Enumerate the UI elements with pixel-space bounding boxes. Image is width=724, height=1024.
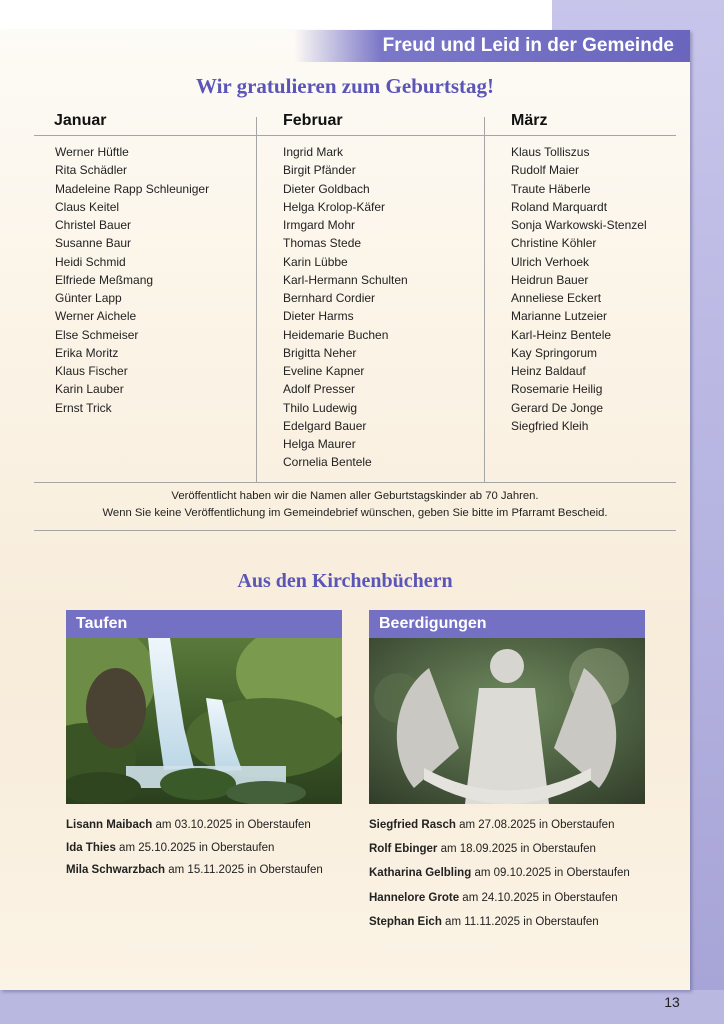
person-name: Siegfried Rasch <box>369 819 456 831</box>
publication-note <box>34 488 676 522</box>
list-item: Rita Schädler <box>55 163 128 178</box>
list-item: Eveline Kapner <box>283 364 365 378</box>
note-divider <box>34 530 676 531</box>
publication-note-line: Veröffentlicht haben wir die Namen aller Geburtstagskinder ab 70 Jahren. <box>171 490 539 502</box>
birthday-title: Wir gratulieren zum Geburtstag! <box>195 74 495 98</box>
event-detail: am 24.10.2025 in Oberstaufen <box>459 891 618 904</box>
list-item: Heidi Schmid <box>55 254 126 269</box>
list-item: Traute Häberle <box>511 181 591 196</box>
column-divider <box>484 117 485 482</box>
list-item: Ingrid Mark <box>283 145 344 159</box>
angel-statue-photo <box>369 638 645 804</box>
list-item: Gerard De Jonge <box>511 400 604 415</box>
list-item: Ernst Trick <box>55 400 112 415</box>
month-heading-january: Januar <box>54 112 107 129</box>
list-divider <box>34 482 676 483</box>
list-item <box>66 842 323 865</box>
funeral-list <box>369 819 630 940</box>
birthday-list-february <box>283 143 408 472</box>
person-name: Rolf Ebinger <box>369 843 438 856</box>
list-item <box>369 819 630 843</box>
list-item: Siegfried Kleih <box>511 418 589 433</box>
list-item: Kay Springorum <box>511 345 598 360</box>
list-item: Karl-Heinz Bentele <box>511 327 612 342</box>
person-name: Katharina Gelbling <box>369 867 472 880</box>
event-detail: am 11.11.2025 in Oberstaufen <box>441 915 599 928</box>
person-name: Stephan Eich <box>369 915 442 928</box>
event-detail: am 27.08.2025 in Oberstaufen <box>455 819 615 831</box>
list-item <box>66 864 323 887</box>
column-divider <box>256 117 257 482</box>
list-item: Madeleine Rapp Schleuniger <box>55 181 210 196</box>
list-item: Karl-Hermann Schulten <box>283 272 408 287</box>
birthday-list-march <box>511 143 647 435</box>
list-item: Edelgard Bauer <box>283 418 367 433</box>
person-name: Hannelore Grote <box>369 891 460 904</box>
person-name: Ida Thies <box>66 841 116 854</box>
list-item: Ulrich Verhoek <box>511 254 590 269</box>
list-item: Irmgard Mohr <box>283 218 356 232</box>
list-item: Susanne Baur <box>55 236 132 251</box>
event-detail: am 09.10.2025 in Oberstaufen <box>471 867 630 880</box>
list-item: Elfriede Meßmang <box>55 272 154 287</box>
list-item: Heidemarie Buchen <box>283 327 389 342</box>
month-heading-march: März <box>511 112 548 129</box>
publication-note-line: Wenn Sie keine Veröffentlichung im Gemeindebrief wünschen, geben Sie bitte im Pfarramt Bescheid. <box>102 507 608 519</box>
list-item: Helga Krolop-Käfer <box>283 199 386 214</box>
event-detail: am 03.10.2025 in Oberstaufen <box>152 819 311 831</box>
event-detail: am 18.09.2025 in Oberstaufen <box>437 843 596 856</box>
waterfall-photo <box>66 638 342 804</box>
list-item: Christel Bauer <box>55 218 132 232</box>
list-item: Claus Keitel <box>55 199 120 214</box>
person-name: Mila Schwarzbach <box>66 864 166 876</box>
event-detail: am 15.11.2025 in Oberstaufen <box>165 864 323 876</box>
list-item <box>369 843 630 867</box>
list-item: Thomas Stede <box>283 236 362 251</box>
birthday-list-january <box>55 143 209 417</box>
month-heading-february: Februar <box>283 112 343 129</box>
list-item: Christine Köhler <box>511 236 597 251</box>
list-item: Adolf Presser <box>283 382 356 397</box>
person-name: Lisann Maibach <box>66 819 153 831</box>
list-item <box>369 867 630 891</box>
footer-band <box>0 990 724 1024</box>
church-books-title: Aus den Kirchenbüchern <box>237 570 453 592</box>
list-item: Werner Hüftle <box>55 145 129 159</box>
list-item: Heinz Baldauf <box>511 364 586 378</box>
list-item: Klaus Tolliszus <box>511 145 590 159</box>
list-item: Karin Lauber <box>55 382 124 397</box>
list-item <box>369 916 630 940</box>
baptism-list <box>66 819 323 887</box>
list-item: Dieter Harms <box>283 309 354 324</box>
list-item: Erika Moritz <box>55 345 119 360</box>
list-item: Karin Lübbe <box>283 254 348 269</box>
list-item: Anneliese Eckert <box>511 291 602 305</box>
list-item: Günter Lapp <box>55 291 122 305</box>
list-item: Klaus Fischer <box>55 364 128 378</box>
funerals-heading: Beerdigungen <box>369 610 645 638</box>
list-item: Brigitta Neher <box>283 345 357 360</box>
baptisms-heading: Taufen <box>66 610 342 638</box>
list-item: Bernhard Cordier <box>283 291 376 305</box>
list-item: Sonja Warkowski-Stenzel <box>511 218 647 232</box>
list-item: Cornelia Bentele <box>283 455 372 470</box>
list-item <box>369 892 630 916</box>
list-item: Birgit Pfänder <box>283 163 356 178</box>
list-item: Heidrun Bauer <box>511 272 589 287</box>
list-item: Dieter Goldbach <box>283 181 370 196</box>
list-item: Thilo Ludewig <box>283 400 358 415</box>
list-item: Rosemarie Heilig <box>511 382 603 397</box>
section-title: Freud und Leid in der Gemeinde <box>382 35 674 56</box>
section-header <box>294 30 690 62</box>
header-divider <box>34 135 676 136</box>
list-item: Else Schmeiser <box>55 327 139 342</box>
event-detail: am 25.10.2025 in Oberstaufen <box>115 841 275 854</box>
list-item: Werner Aichele <box>55 309 137 324</box>
list-item: Roland Marquardt <box>511 199 608 214</box>
page-number: 13 <box>664 994 680 1010</box>
list-item: Marianne Lutzeier <box>511 309 608 324</box>
list-item: Rudolf Maier <box>511 163 580 178</box>
list-item: Helga Maurer <box>283 437 356 451</box>
list-item <box>66 819 323 842</box>
